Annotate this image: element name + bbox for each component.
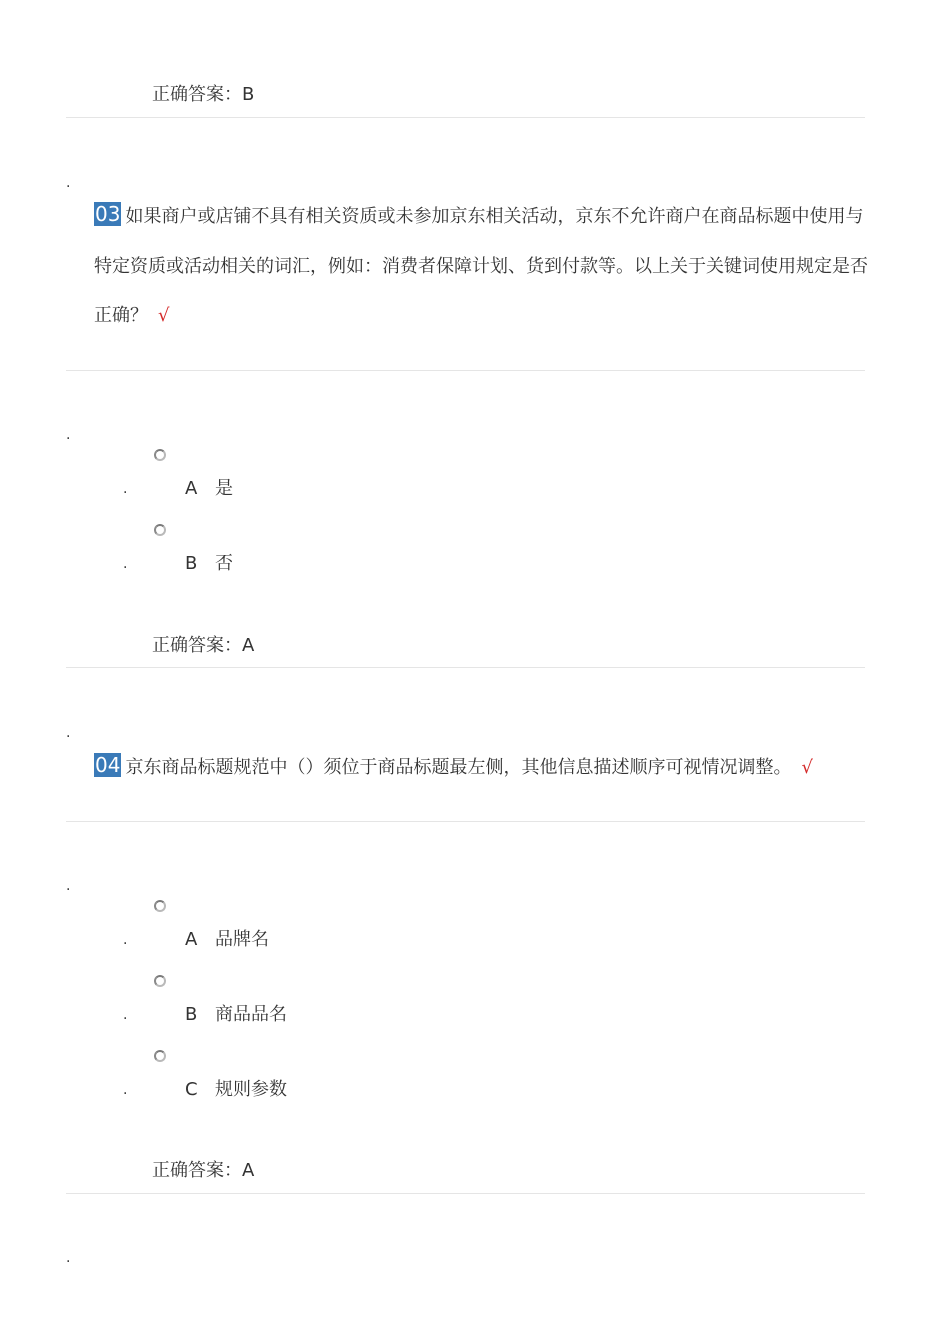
option-letter: A [185, 929, 198, 950]
divider [66, 821, 865, 822]
bullet-dot: . [123, 481, 128, 497]
question-number: 03 [95, 202, 121, 226]
option-c[interactable] [185, 1075, 287, 1101]
radio-option-b[interactable] [154, 524, 166, 536]
bullet-dot: . [66, 878, 71, 894]
option-b[interactable] [185, 549, 233, 575]
question-text: 如果商户或店铺不具有相关资质或未参加京东相关活动，京东不允许商户在商品标题中使用与特定资质或活动相关的词汇，例如：消费者保障计划、货到付款等。以上关于关键词使用规定是否正确？ [94, 206, 868, 326]
bullet-dot: . [66, 427, 71, 443]
option-label: 品牌名 [215, 929, 269, 950]
radio-option-a[interactable] [154, 449, 166, 461]
divider [66, 117, 865, 118]
correct-answer-q04 [152, 1156, 254, 1182]
option-letter: B [185, 553, 198, 574]
divider [66, 370, 865, 371]
answer-value: A [242, 1160, 255, 1181]
bullet-dot: . [66, 175, 71, 191]
option-letter: C [185, 1079, 198, 1100]
option-letter: B [185, 1004, 198, 1025]
question-03 [94, 192, 869, 341]
bullet-dot: . [123, 1007, 128, 1023]
radio-option-c[interactable] [154, 1050, 166, 1062]
question-04 [94, 743, 869, 793]
answer-value: B [242, 84, 255, 105]
radio-option-a[interactable] [154, 900, 166, 912]
option-label: 规则参数 [215, 1079, 287, 1100]
bullet-dot: . [123, 1082, 128, 1098]
question-text: 京东商品标题规范中（）须位于商品标题最左侧，其他信息描述顺序可视情况调整。 [125, 757, 792, 778]
bullet-dot: . [66, 1250, 71, 1266]
option-letter: A [185, 478, 198, 499]
correct-answer-q02 [152, 80, 254, 106]
bullet-dot: . [123, 932, 128, 948]
divider [66, 667, 865, 668]
divider [66, 1193, 865, 1194]
answer-prefix: 正确答案： [152, 1160, 242, 1181]
radio-option-b[interactable] [154, 975, 166, 987]
check-mark-icon: √ [801, 757, 813, 778]
option-label: 是 [215, 478, 233, 499]
bullet-dot: . [123, 556, 128, 572]
check-mark-icon: √ [158, 305, 170, 326]
option-label: 否 [215, 553, 233, 574]
option-b[interactable] [185, 1000, 287, 1026]
option-label: 商品品名 [215, 1004, 287, 1025]
correct-answer-q03 [152, 631, 254, 657]
answer-value: A [242, 635, 255, 656]
bullet-dot: . [66, 725, 71, 741]
answer-prefix: 正确答案： [152, 84, 242, 105]
option-a[interactable] [185, 925, 269, 951]
question-number: 04 [95, 753, 121, 777]
answer-prefix: 正确答案： [152, 635, 242, 656]
option-a[interactable] [185, 474, 233, 500]
